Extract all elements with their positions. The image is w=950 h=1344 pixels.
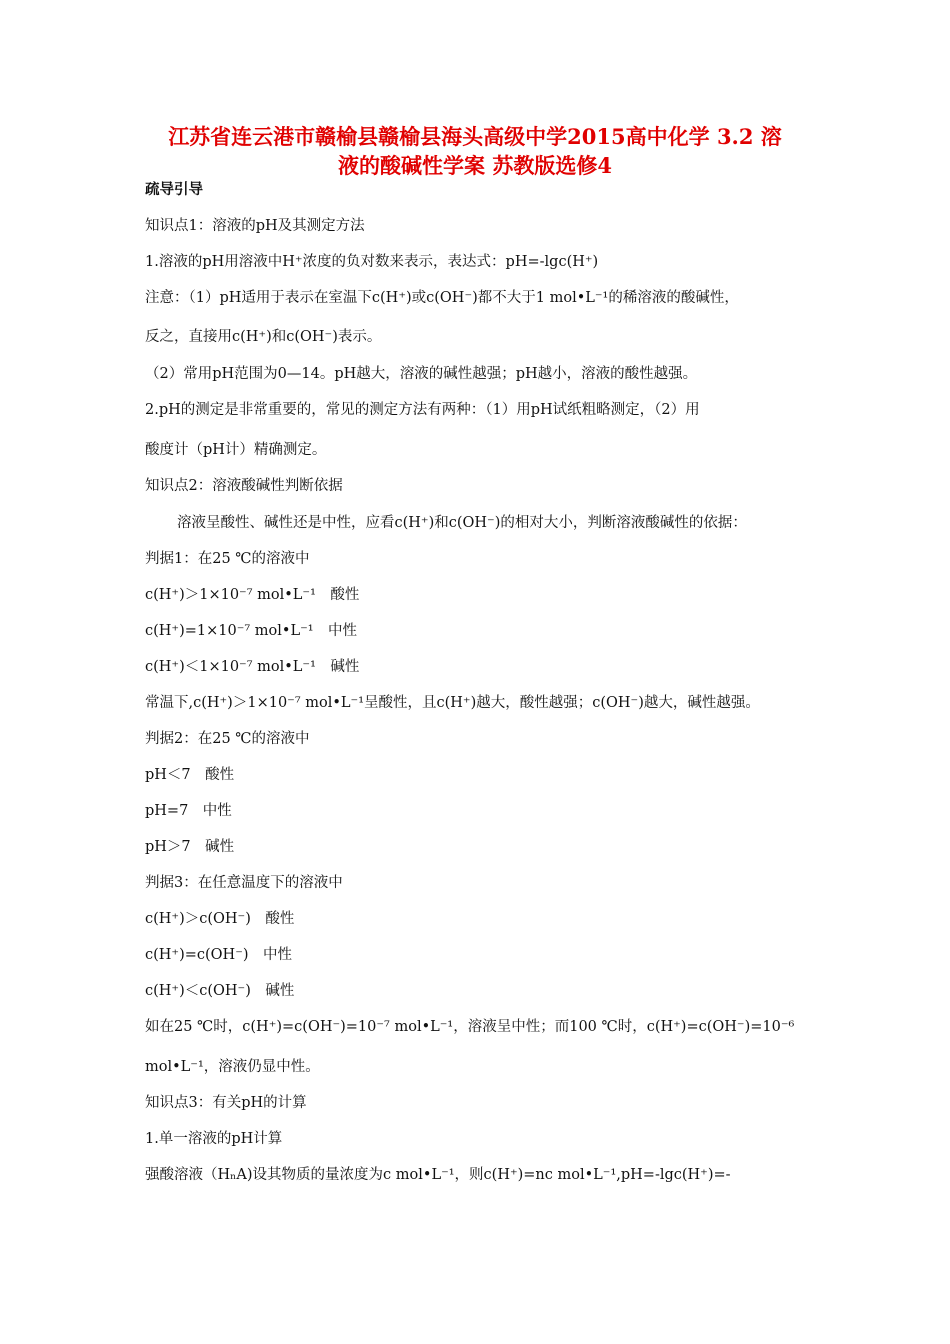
document-title	[140, 122, 810, 180]
section-heading: 疏导引导	[145, 181, 203, 198]
paragraph-line: 强酸溶液（HₙA)设其物质的量浓度为c mol•L⁻¹，则c(H⁺)=nc mol•L⁻¹,pH=-lgc(H⁺)=-	[145, 1167, 731, 1183]
paragraph-line: 1.单一溶液的pH计算	[145, 1131, 283, 1147]
paragraph-line: 2.pH的测定是非常重要的，常见的测定方法有两种：（1）用pH试纸粗略测定，（2）用	[145, 402, 700, 418]
paragraph-line: 注意：（1）pH适用于表示在室温下c(H⁺)或c(OH⁻)都不大于1 mol•L⁻¹的稀溶液的酸碱性，	[145, 290, 739, 306]
paragraph-line: mol•L⁻¹，溶液仍显中性。	[145, 1059, 320, 1075]
paragraph-line: 常温下,c(H⁺)＞1×10⁻⁷ mol•L⁻¹呈酸性，且c(H⁺)越大，酸性越强；c(OH⁻)越大，碱性越强。	[145, 695, 760, 711]
paragraph-line: （2）常用pH范围为0—14。pH越大，溶液的碱性越强；pH越小，溶液的酸性越强。	[145, 366, 698, 382]
title-line-1: 江苏省连云港市赣榆县赣榆县海头高级中学2015高中化学 3.2 溶	[168, 124, 782, 149]
criterion-line: c(H⁺)＜c(OH⁻) 碱性	[145, 983, 295, 999]
knowledge-point-3-heading: 知识点3：有关pH的计算	[145, 1095, 307, 1111]
paragraph-line: 反之，直接用c(H⁺)和c(OH⁻)表示。	[145, 329, 382, 345]
knowledge-point-2-heading: 知识点2：溶液酸碱性判断依据	[145, 478, 343, 494]
criterion-line: c(H⁺)=c(OH⁻) 中性	[145, 947, 293, 963]
criterion-line: c(H⁺)＞c(OH⁻) 酸性	[145, 911, 295, 927]
criterion-line: pH=7 中性	[145, 803, 232, 819]
criterion-line: c(H⁺)＞1×10⁻⁷ mol•L⁻¹ 酸性	[145, 587, 360, 603]
criterion-1-heading: 判据1：在25 ℃的溶液中	[145, 551, 310, 567]
criterion-line: c(H⁺)=1×10⁻⁷ mol•L⁻¹ 中性	[145, 623, 358, 639]
paragraph-line: 1.溶液的pH用溶液中H⁺浓度的负对数来表示，表达式：pH=-lgc(H⁺)	[145, 254, 599, 270]
paragraph-line: 如在25 ℃时，c(H⁺)=c(OH⁻)=10⁻⁷ mol•L⁻¹，溶液呈中性；而100 ℃时，c(H⁺)=c(OH⁻)=10⁻⁶	[145, 1019, 795, 1035]
criterion-line: pH＞7 碱性	[145, 839, 235, 855]
paragraph-line: 酸度计（pH计）精确测定。	[145, 442, 327, 458]
criterion-line: c(H⁺)＜1×10⁻⁷ mol•L⁻¹ 碱性	[145, 659, 360, 675]
knowledge-point-1-heading: 知识点1：溶液的pH及其测定方法	[145, 218, 365, 234]
criterion-3-heading: 判据3：在任意温度下的溶液中	[145, 875, 343, 891]
criterion-2-heading: 判据2：在25 ℃的溶液中	[145, 731, 310, 747]
title-line-2: 液的酸碱性学案 苏教版选修4	[338, 153, 612, 178]
paragraph-line: 溶液呈酸性、碱性还是中性，应看c(H⁺)和c(OH⁻)的相对大小，判断溶液酸碱性的依据：	[177, 515, 747, 531]
criterion-line: pH＜7 酸性	[145, 767, 235, 783]
